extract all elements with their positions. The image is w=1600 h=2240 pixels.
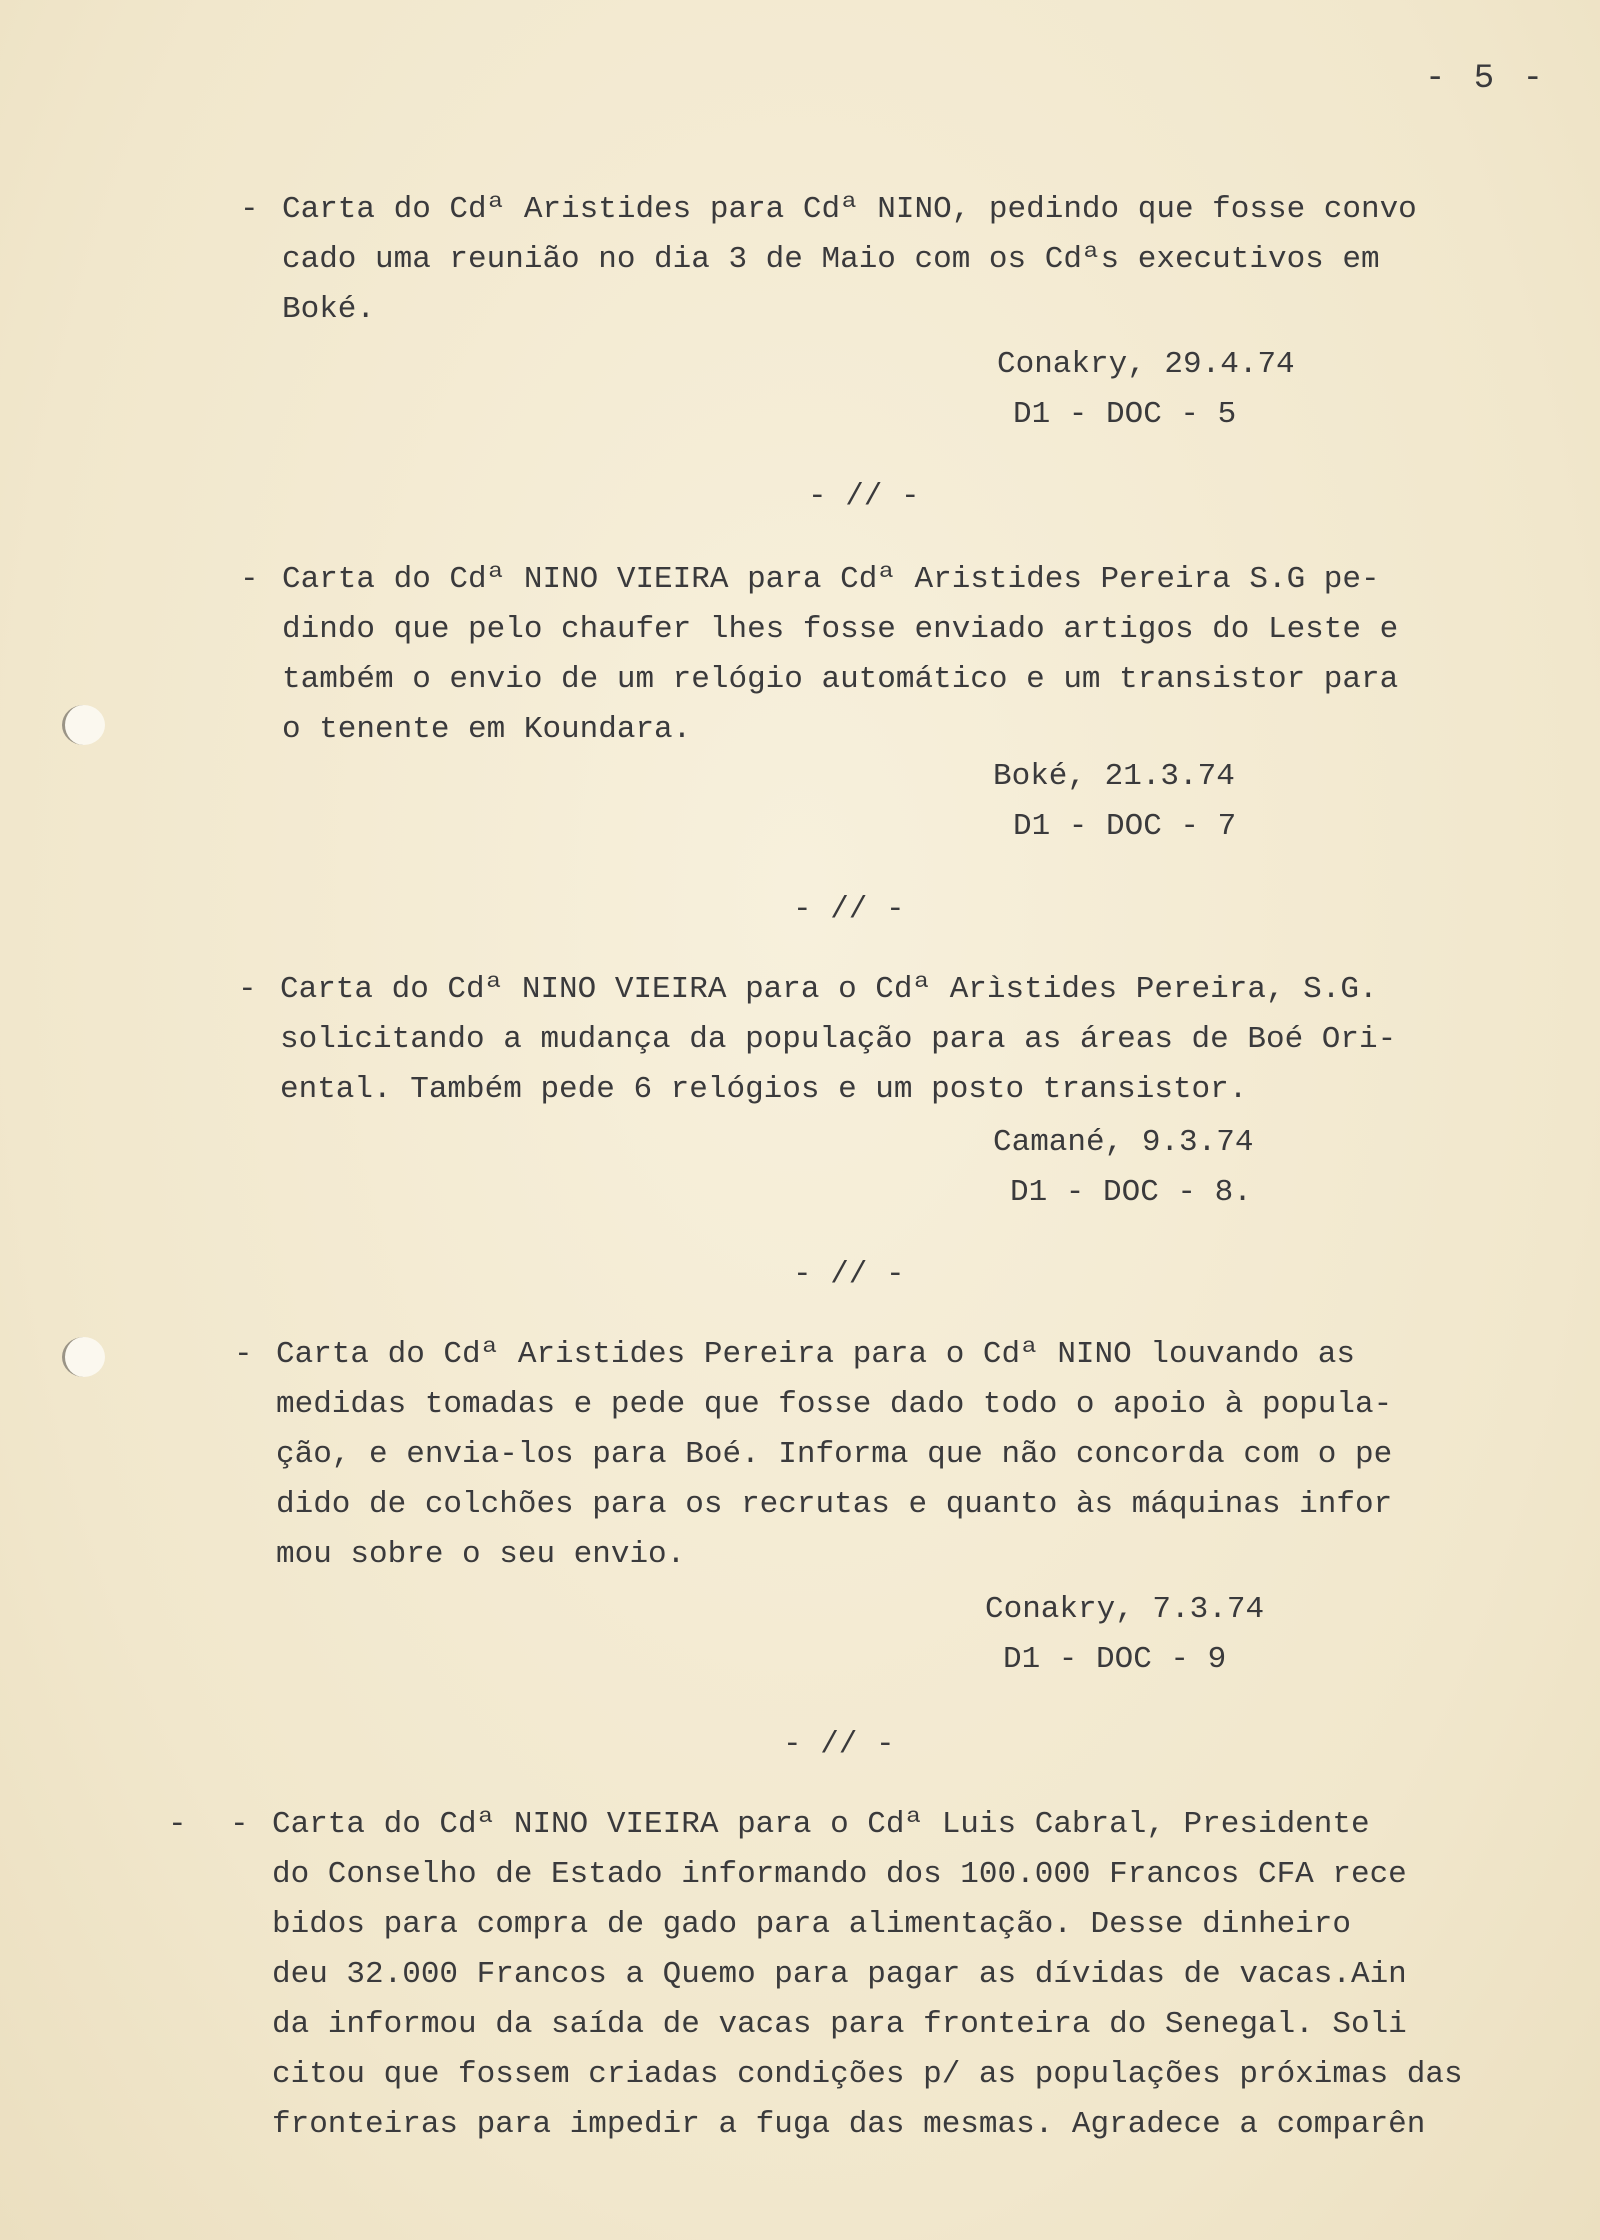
entry-line: medidas tomadas e pede que fosse dado todo o apoio à popula-: [276, 1387, 1393, 1422]
entry-line: dindo que pelo chaufer lhes fosse enviado artigos do Leste e: [282, 612, 1399, 647]
doc-reference: D1 - DOC - 9: [1003, 1642, 1227, 1677]
punch-hole-bottom: [62, 1337, 105, 1377]
entry-line: o tenente em Koundara.: [282, 712, 692, 747]
section-separator: - // -: [808, 479, 920, 514]
entry-line: também o envio de um relógio automático e um transistor para: [282, 662, 1399, 697]
entry-bullet: -: [240, 192, 259, 227]
entry-4: [276, 1330, 1392, 1580]
entry-1: [282, 185, 1417, 335]
section-separator: - // -: [793, 892, 905, 927]
entry-bullet: -: [230, 1807, 249, 1842]
entry-bullet: -: [240, 562, 259, 597]
punch-hole-top: [62, 705, 105, 745]
place-date: Boké, 21.3.74: [993, 759, 1235, 794]
doc-reference: D1 - DOC - 8.: [1010, 1175, 1252, 1210]
entry-line: dido de colchões para os recrutas e quanto às máquinas infor: [276, 1487, 1393, 1522]
entry-line: do Conselho de Estado informando dos 100.000 Francos CFA rece: [272, 1857, 1407, 1892]
doc-reference: D1 - DOC - 5: [1013, 397, 1237, 432]
entry-line: Carta do Cdª NINO VIEIRA para o Cdª Luis Cabral, Presidente: [272, 1807, 1370, 1842]
entry-line: Carta do Cdª Aristides para Cdª NINO, pedindo que fosse convo: [282, 192, 1417, 227]
entry-line: deu 32.000 Francos a Quemo para pagar as dívidas de vacas.Ain: [272, 1957, 1407, 1992]
entry-line: Carta do Cdª NINO VIEIRA para Cdª Aristides Pereira S.G pe-: [282, 562, 1380, 597]
entry-line: Carta do Cdª NINO VIEIRA para o Cdª Arìstides Pereira, S.G.: [280, 972, 1378, 1007]
entry-line: mou sobre o seu envio.: [276, 1537, 686, 1572]
entry-bullet: -: [234, 1337, 253, 1372]
place-date: Conakry, 7.3.74: [985, 1592, 1265, 1627]
entry-line: fronteiras para impedir a fuga das mesmas. Agradece a comparên: [272, 2107, 1426, 2142]
entry-line: ental. Também pede 6 relógios e um posto transistor.: [280, 1072, 1248, 1107]
entry-line: cado uma reunião no dia 3 de Maio com os Cdªs executivos em: [282, 242, 1380, 277]
place-date: Camané, 9.3.74: [993, 1125, 1254, 1160]
entry-line: solicitando a mudança da população para as áreas de Boé Ori-: [280, 1022, 1397, 1057]
entry-3: [280, 965, 1396, 1115]
entry-line: Carta do Cdª Aristides Pereira para o Cdª NINO louvando as: [276, 1337, 1355, 1372]
entry-line: ção, e envia-los para Boé. Informa que não concorda com o pe: [276, 1437, 1393, 1472]
doc-reference: D1 - DOC - 7: [1013, 809, 1237, 844]
page-number: - 5 -: [1425, 60, 1548, 98]
place-date: Conakry, 29.4.74: [997, 347, 1295, 382]
margin-mark: -: [168, 1807, 187, 1842]
entry-line: da informou da saída de vacas para fronteira do Senegal. Soli: [272, 2007, 1407, 2042]
entry-line: bidos para compra de gado para alimentação. Desse dinheiro: [272, 1907, 1351, 1942]
entry-line: citou que fossem criadas condições p/ as populações próximas das: [272, 2057, 1463, 2092]
entry-bullet: -: [238, 972, 257, 1007]
section-separator: - // -: [783, 1727, 895, 1762]
entry-line: Boké.: [282, 292, 376, 327]
entry-2: [282, 555, 1398, 755]
section-separator: - // -: [793, 1257, 905, 1292]
entry-5: [272, 1800, 1463, 2150]
